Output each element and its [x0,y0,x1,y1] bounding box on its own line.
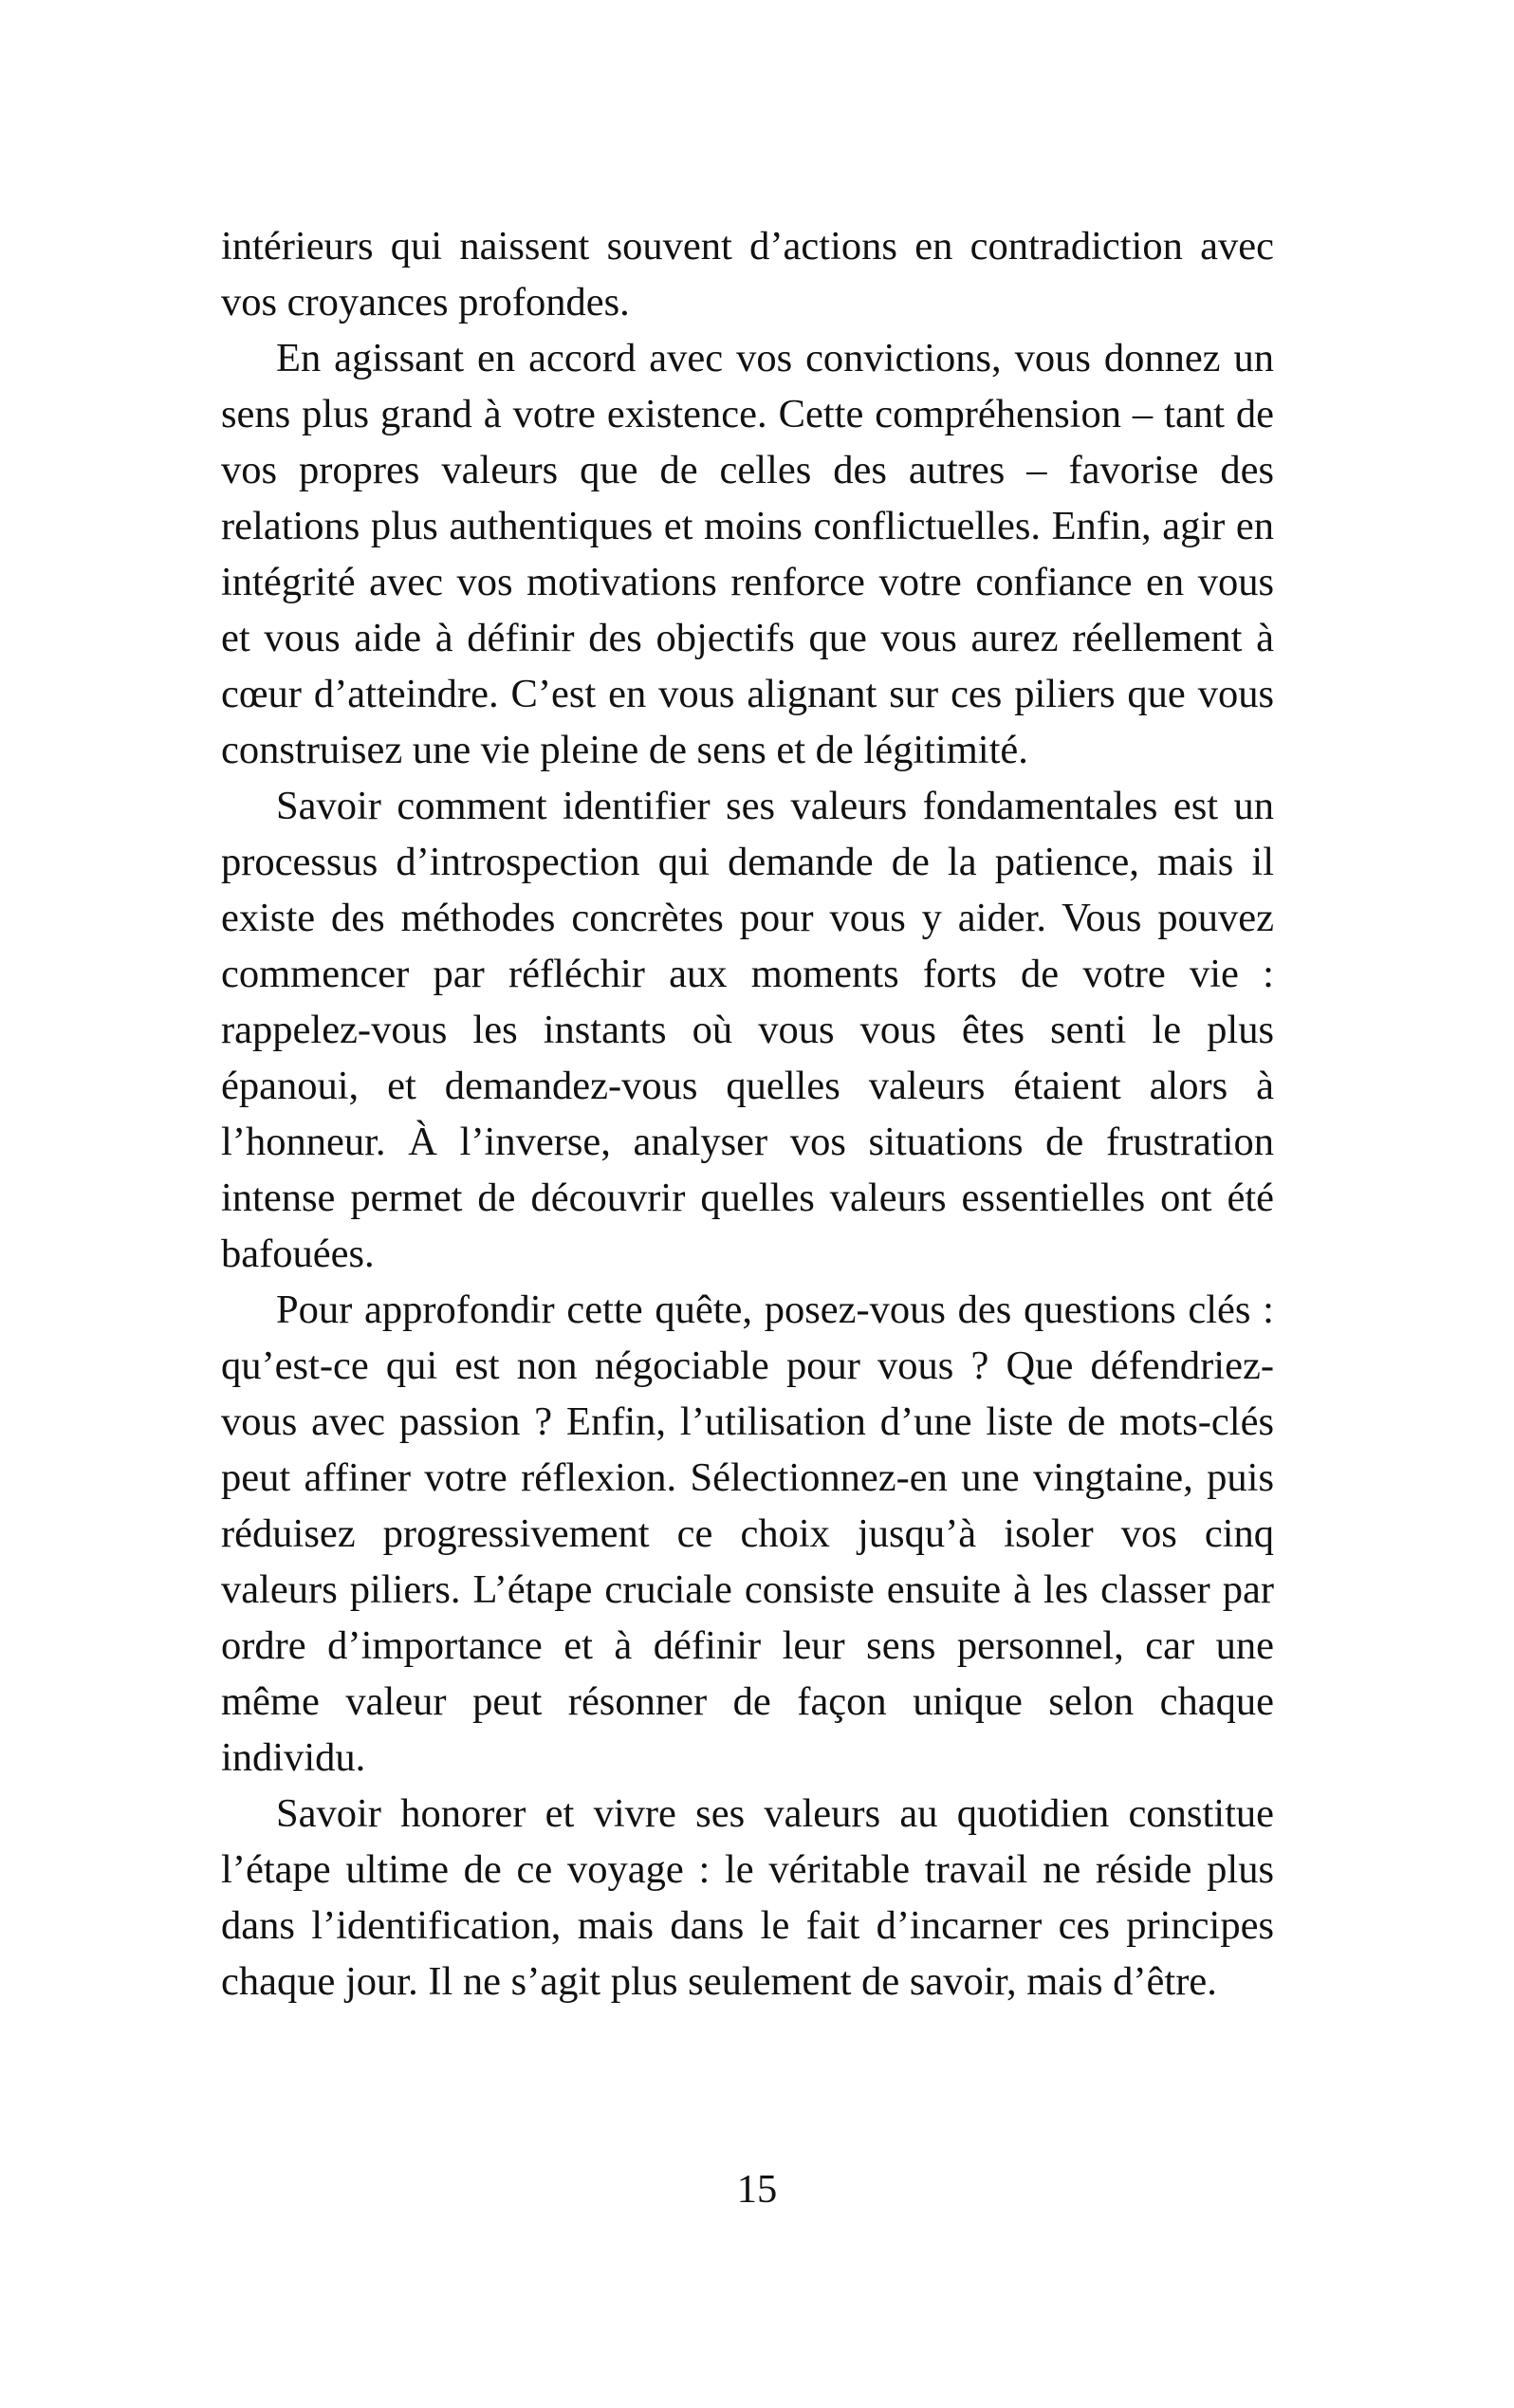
paragraph-convictions: En agissant en accord avec vos convictions, vous donnez un sens plus grand à votre existence. Cette compréhension – tant de vos propres valeurs que de celles des autres – favorise des relations plus authentiques et moins conflictuelles. Enfin, agir en intégrité avec vos motivations renforce votre confiance en vous et vous aide à définir des objectifs que vous aurez réellement à cœur d’atteindre. C’est en vous alignant sur ces piliers que vous construisez une vie pleine de sens et de légitimité. [221,336,1274,772]
page-number: 15 [736,2167,778,2212]
paragraph-continuation: intérieurs qui naissent souvent d’actions en contradiction avec vos croyances profondes. [221,224,1274,324]
page-body [221,218,1274,2010]
paragraph-identify-values: Savoir comment identifier ses valeurs fondamentales est un processus d’introspection qui demande de la patience, mais il existe des méthodes concrètes pour vous y aider. Vous pouvez commencer par réfléchir aux moments forts de votre vie : rappelez-vous les instants où vous vous êtes senti le plus épanoui, et demandez-vous quelles valeurs étaient alors à l’honneur. À l’inverse, analyser vos situations de frustration intense permet de découvrir quelles valeurs essentielles ont été bafouées. [221,784,1274,1276]
paragraph-key-questions: Pour approfondir cette quête, posez-vous des questions clés : qu’est-ce qui est non négociable pour vous ? Que défendriez-vous avec passion ? Enfin, l’utilisation d’une liste de mots-clés peut affiner votre réflexion. Sélectionnez-en une vingtaine, puis réduisez progressivement ce choix jusqu’à isoler vos cinq valeurs piliers. L’étape cruciale consiste ensuite à les classer par ordre d’importance et à définir leur sens personnel, car une même valeur peut résonner de façon unique selon chaque individu. [221,1287,1274,1780]
paragraph-live-values: Savoir honorer et vivre ses valeurs au quotidien constitue l’étape ultime de ce voyage : le véritable travail ne réside plus dans l’identification, mais dans le fait d’incarner ces principes chaque jour. Il ne s’agit plus seulement de savoir, mais d’être. [221,1791,1274,2004]
